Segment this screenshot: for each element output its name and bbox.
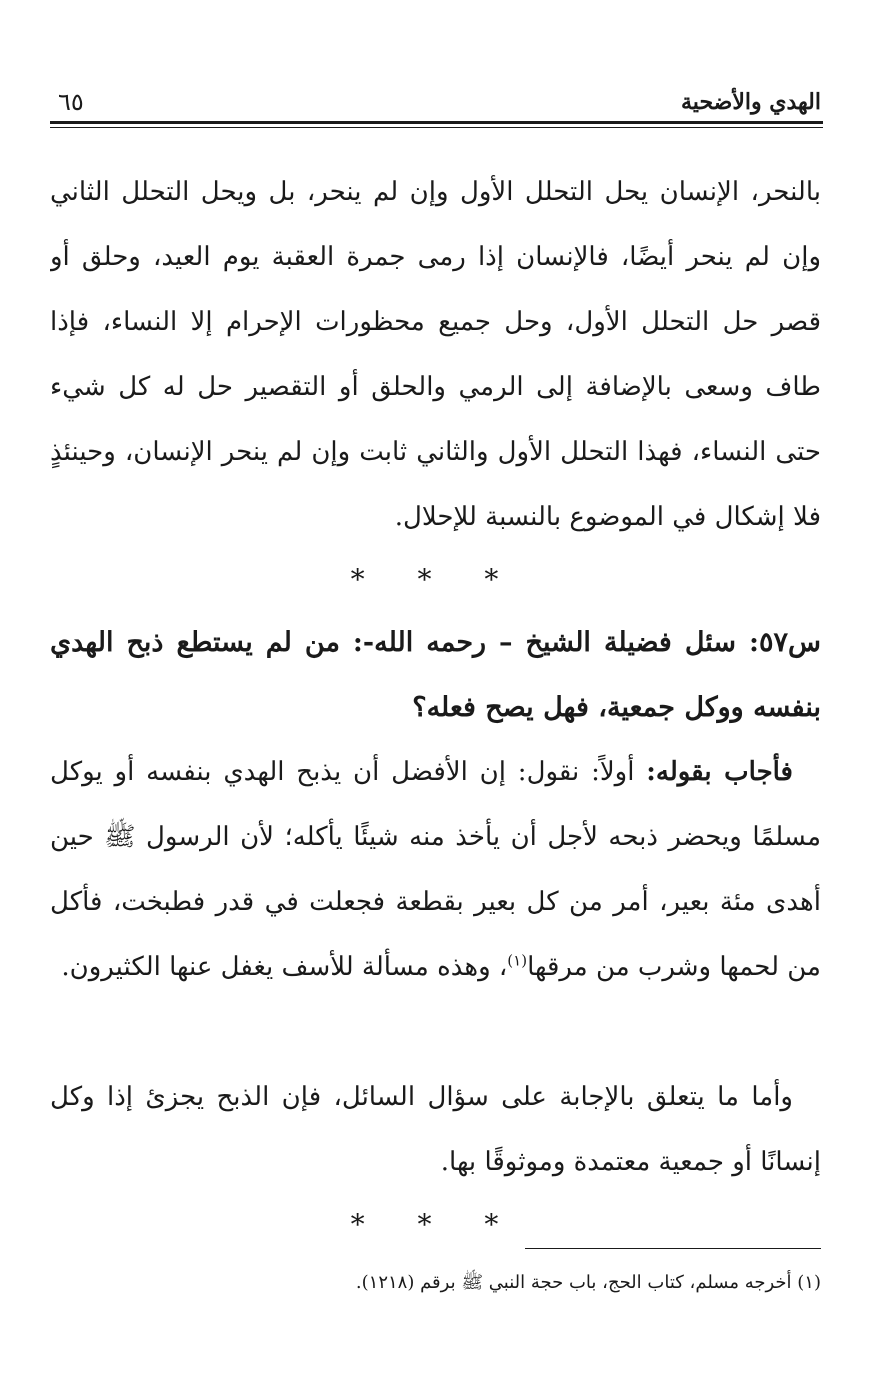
answer-lead: فأجاب بقوله:: [646, 757, 793, 787]
answer-paragraph: [50, 740, 821, 1065]
main-text: [50, 160, 821, 1255]
header-rule-thin: [50, 127, 823, 128]
footnote-reference[interactable]: (١): [507, 951, 528, 970]
section-separator: * * *: [350, 563, 521, 596]
header-rule-thick: [50, 121, 823, 124]
section-separator-end: * * *: [350, 1208, 521, 1241]
footnote: (١) أخرجه مسلم، كتاب الحج، باب حجة النبي ﷺ برقم (١٢١٨).: [355, 1272, 821, 1293]
final-paragraph: وأما ما يتعلق بالإجابة على سؤال السائل، فإن الذبح يجزئ إذا وكل إنسانًا أو جمعية معتمدة وموثوقًا بها.: [50, 1082, 821, 1177]
footnote-rule: [525, 1248, 821, 1249]
chapter-title: الهدي والأضحية: [681, 89, 821, 115]
continuation-paragraph: بالنحر، الإنسان يحل التحلل الأول وإن لم ينحر، بل ويحل التحلل الثاني وإن لم ينحر أيضًا، فالإنسان إذا رمى جمرة العقبة يوم العيد، وحلق أو قصر حل التحلل الأول، وحل جميع محظورات الإحرام إلا النساء، فإذا طاف وسعى بالإضافة إلى الرمي والحلق أو التقصير حل له كل شيء حتى النساء، فهذا التحلل الأول والثاني ثابت وإن لم ينحر الإنسان، وحينئذٍ فلا إشكال في الموضوع بالنسبة للإحلال.: [50, 177, 821, 532]
answer-body: أولاً: نقول: إن الأفضل أن يذبح الهدي بنفسه أو يوكل مسلمًا ويحضر ذبحه لأجل أن يأخذ منه شيئًا يأكله؛ لأن الرسول ﷺ حين أهدى مئة بعير، أمر من كل بعير بقطعة فجعلت في قدر فطبخت، فأكل من لحمها وشرب من مرقها: [50, 757, 821, 982]
page-number: ٦٥: [58, 88, 84, 116]
answer-tail: ، وهذه مسألة للأسف يغفل عنها الكثيرون.: [61, 952, 508, 982]
question-57: س٥٧: سئل فضيلة الشيخ – رحمه الله-: من لم يستطع ذبح الهدي بنفسه ووكل جمعية، فهل يصح فعله؟: [50, 627, 821, 723]
running-header: [52, 86, 821, 122]
